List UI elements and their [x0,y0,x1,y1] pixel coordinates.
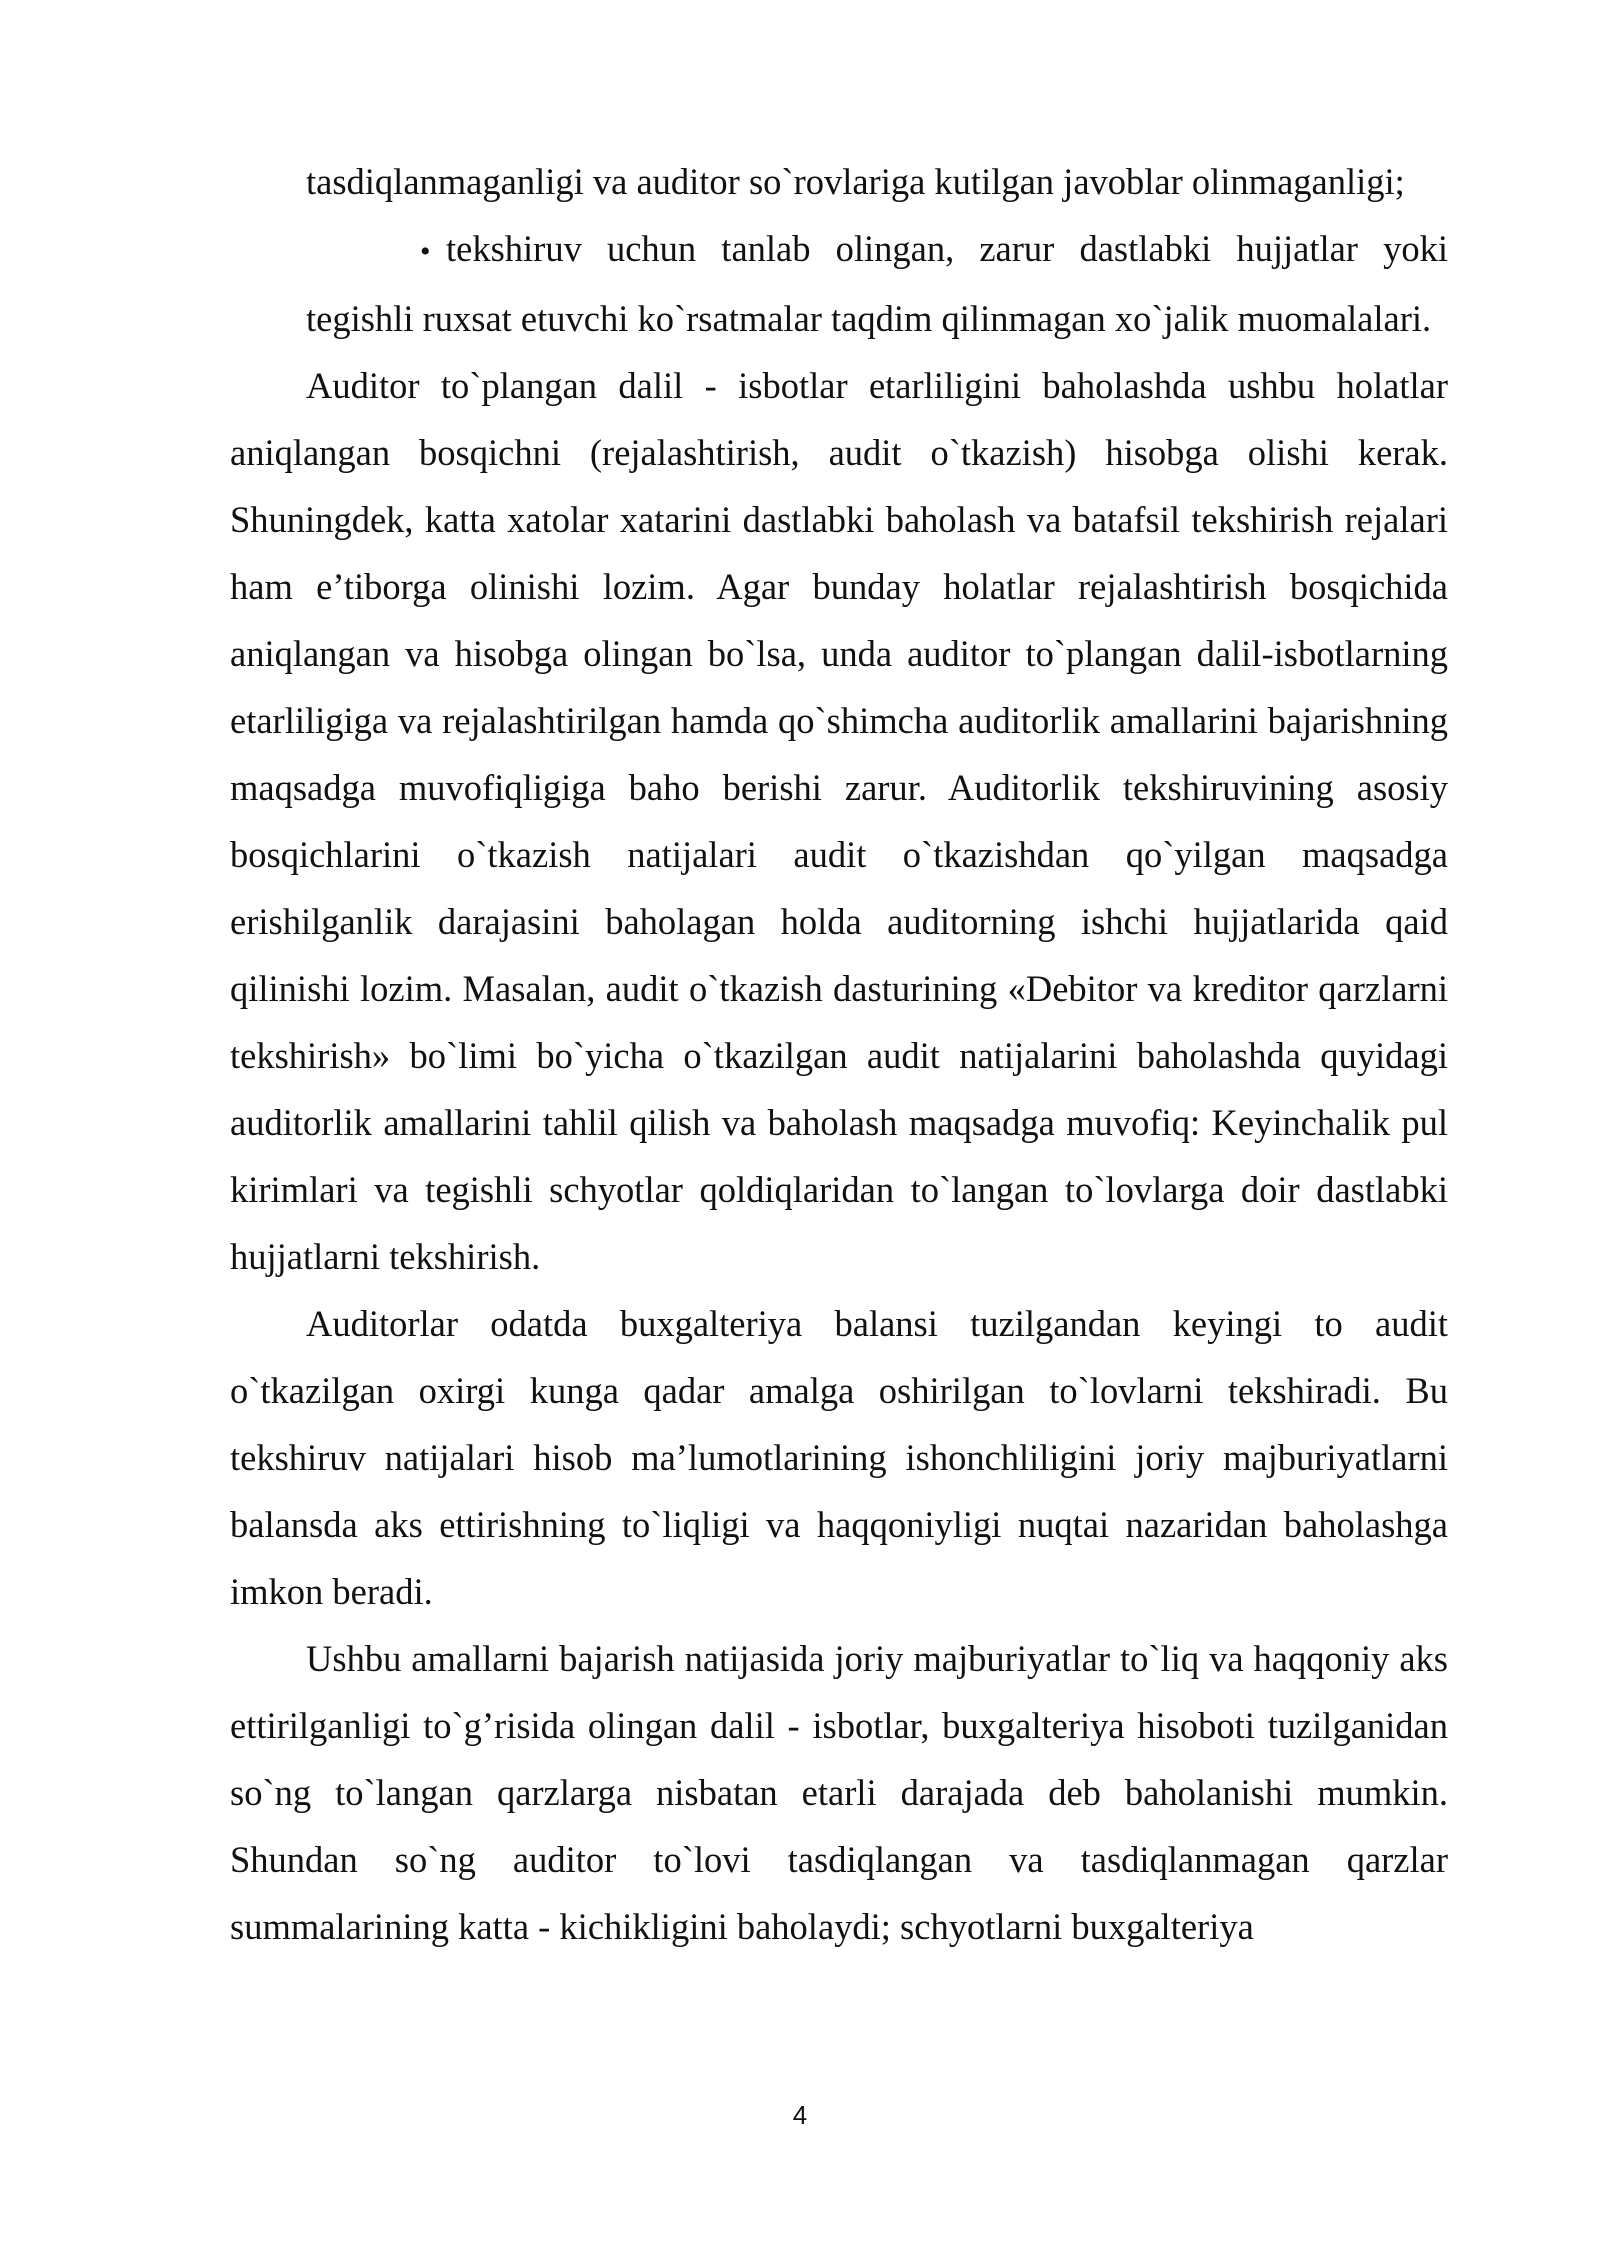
continued-list-text: tasdiqlanmaganligi va auditor so`rovlariga kutilgan javoblar olinmaganligi; [306,161,1405,202]
paragraph-3: Ushbu amallarni bajarish natijasida joriy majburiyatlar to`liq va haqqoniy aks ettirilganligi to`g’risida olingan dalil - isbotlar, buxgalteriya hisoboti tuzilganidan so`ng to`langan qarzlarga nisbatan etarli darajada deb baholanishi mumkin. Shundan so`ng auditor to`lovi tasdiqlangan va tasdiqlanmagan qarzlar summalarining katta - kichikligini baholaydi; schyotlarni buxgalteriya [230,1638,1448,1947]
document-body [230,148,1448,1960]
bullet-list-item [230,215,1448,352]
paragraph-2: Auditorlar odatda buxgalteriya balansi tuzilgandan keyingi to audit o`tkazilgan oxirgi kunga qadar amalga oshirilgan to`lovlarni tekshiradi. Bu tekshiruv natijalari hisob ma’lumotlarining ishonchliligini joriy majburiyatlarni balansda aks ettirishning to`liqligi va haqqoniyligi nuqtai nazaridan baholashga imkon beradi. [230,1303,1448,1612]
page-number: 4 [792,2100,808,2130]
bullet-icon: • [420,235,431,268]
bullet-text: tekshiruv uchun tanlab olingan, zarur dastlabki hujjatlar yoki tegishli ruxsat etuvchi ko`rsatmalar taqdim qilinmagan xo`jalik muomalalari. [306,228,1448,339]
paragraph-1: Auditor to`plangan dalil - isbotlar etarliligini baholashda ushbu holatlar aniqlangan bosqichni (rejalashtirish, audit o`tkazish) hisobga olishi kerak. Shuningdek, katta xatolar xatarini dastlabki baholash va batafsil tekshirish rejalari ham e’tiborga olinishi lozim. Agar bunday holatlar rejalashtirish bosqichida aniqlangan va hisobga olingan bo`lsa, unda auditor to`plangan dalil-isbotlarning etarliligiga va rejalashtirilgan hamda qo`shimcha auditorlik amallarini bajarishning maqsadga muvofiqligiga baho berishi zarur. Auditorlik tekshiruvining asosiy bosqichlarini o`tkazish natijalari audit o`tkazishdan qo`yilgan maqsadga erishilganlik darajasini baholagan holda auditorning ishchi hujjatlarida qaid qilinishi lozim. Masalan, audit o`tkazish dasturining «Debitor va kreditor qarzlarni tekshirish» bo`limi bo`yicha o`tkazilgan audit natijalarini baholashda quyidagi auditorlik amallarini tahlil qilish va baholash maqsadga muvofiq: Keyinchalik pul kirimlari va tegishli schyotlar qoldiqlaridan to`langan to`lovlarga doir dastlabki hujjatlarni tekshirish. [230,365,1448,1277]
